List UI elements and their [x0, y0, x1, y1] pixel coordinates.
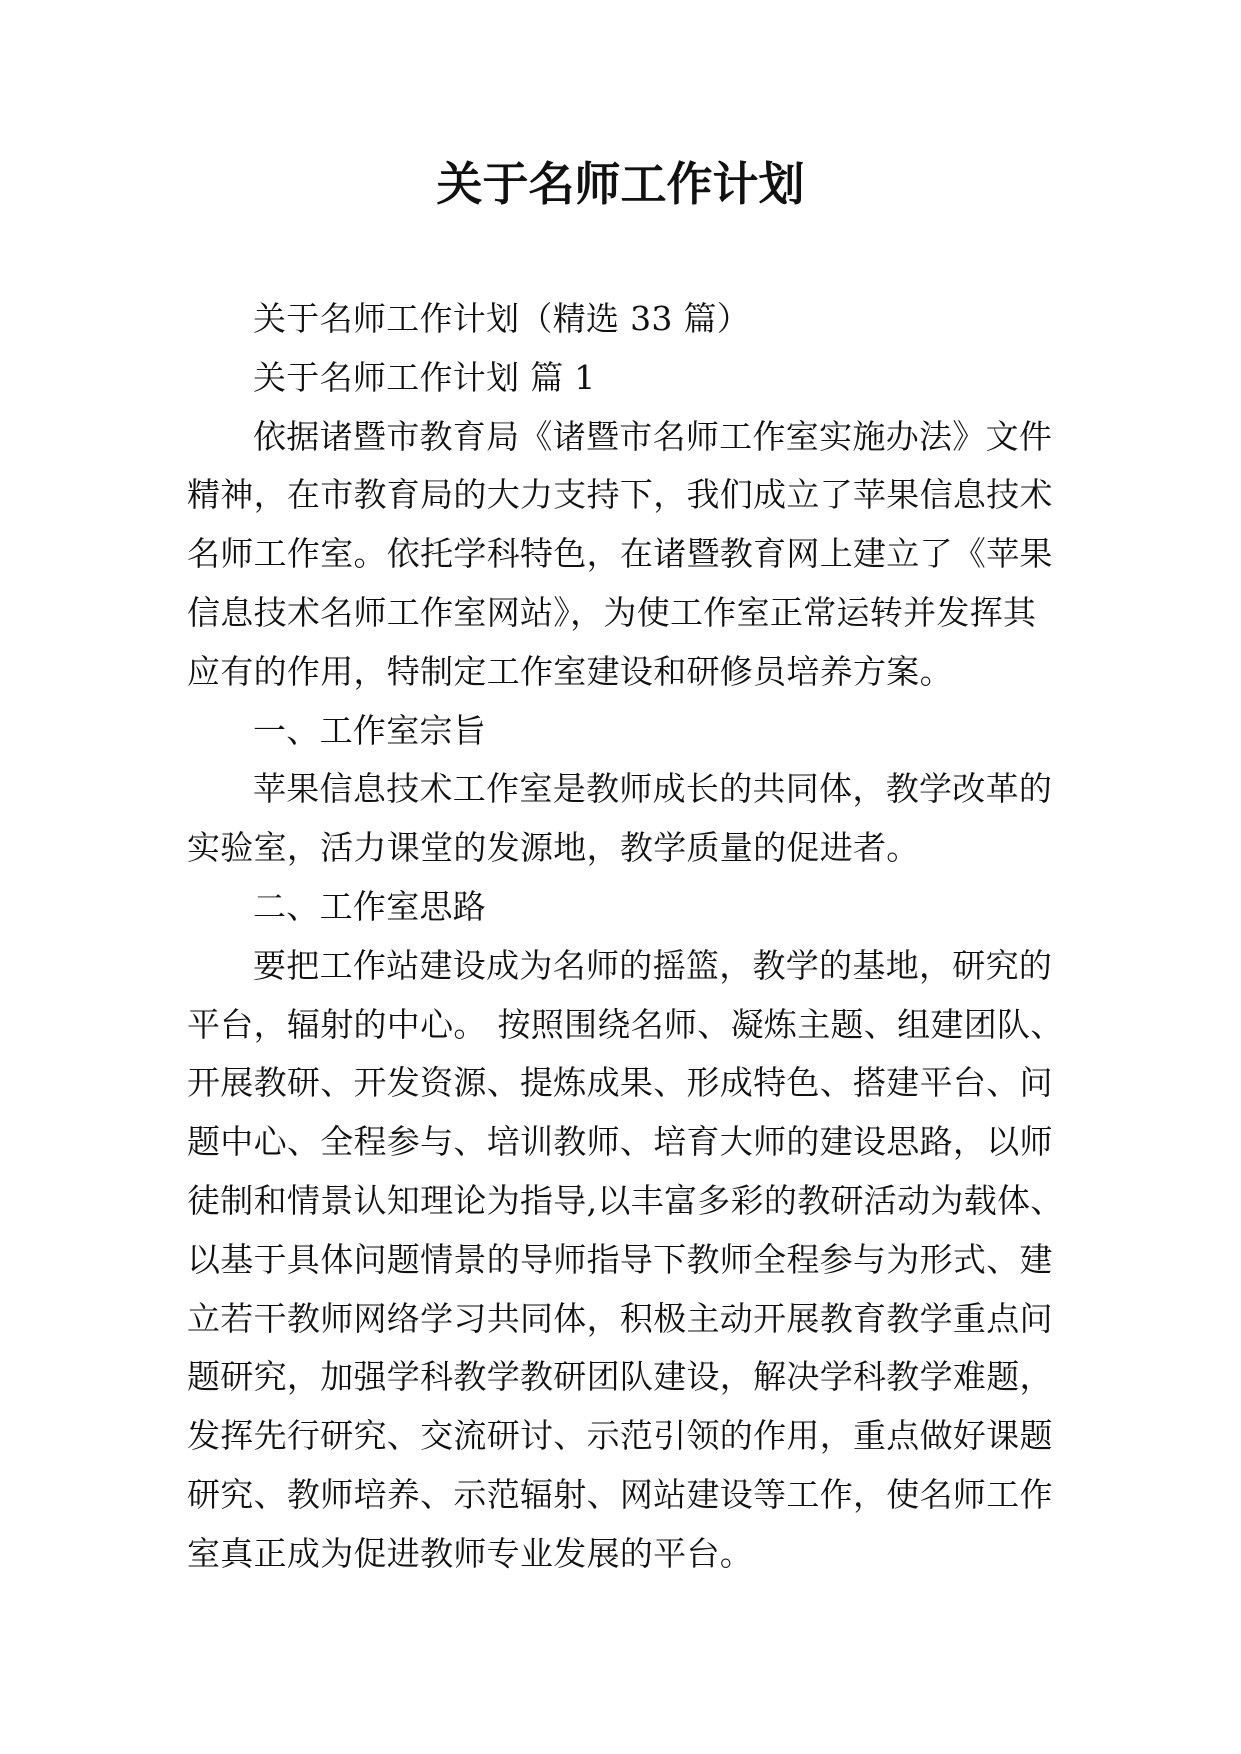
paragraph-line: 应有的作用，特制定工作室建设和研修员培养方案。 [187, 651, 953, 691]
paragraph-line: 研究、教师培养、示范辐射、网站建设等工作，使名师工作 [187, 1474, 1053, 1514]
paragraph-line: 实验室，活力课堂的发源地，教学质量的促进者。 [187, 828, 920, 868]
paragraph-line: 开展教研、开发资源、提炼成果、形成特色、搭建平台、问 [187, 1063, 1053, 1103]
section-heading: 一、工作室宗旨 [253, 710, 487, 750]
paragraph-line: 以基于具体问题情景的导师指导下教师全程参与为形式、建 [187, 1239, 1053, 1279]
article-heading: 关于名师工作计划 篇 1 [253, 357, 596, 397]
section-paragraph [187, 937, 1064, 1584]
section-paragraph [187, 760, 1055, 878]
section-approach [187, 878, 1064, 1584]
paragraph-line: 苹果信息技术工作室是教师成长的共同体，教学改革的 [253, 769, 1053, 809]
paragraph-line: 依据诸暨市教育局《诸暨市名师工作室实施办法》文件 [253, 416, 1053, 456]
paragraph-line: 题研究，加强学科教学教研团队建设，解决学科教学难题， [187, 1357, 1053, 1397]
section-purpose [187, 702, 1055, 878]
paragraph-line: 要把工作站建设成为名师的摇篮，教学的基地，研究的 [253, 945, 1053, 985]
paragraph-line: 室真正成为促进教师专业发展的平台。 [187, 1533, 754, 1573]
paragraph-line: 发挥先行研究、交流研讨、示范引领的作用，重点做好课题 [187, 1416, 1053, 1456]
document-title: 关于名师工作计划 [436, 157, 805, 211]
paragraph-line: 信息技术名师工作室网站》，为使工作室正常运转并发挥其 [187, 592, 1037, 632]
paragraph-line: 名师工作室。依托学科特色，在诸暨教育网上建立了《苹果 [187, 534, 1053, 574]
document-body [187, 290, 1064, 1584]
paragraph-line: 题中心、全程参与、培训教师、培育大师的建设思路，以师 [187, 1122, 1053, 1162]
paragraph-line: 平台，辐射的中心。 按照围绕名师、凝炼主题、组建团队、 [187, 1004, 1064, 1044]
paragraph-line: 立若干教师网络学习共同体，积极主动开展教育教学重点问 [187, 1298, 1053, 1338]
paragraph-line: 精神，在市教育局的大力支持下，我们成立了苹果信息技术 [187, 475, 1053, 515]
document-subtitle: 关于名师工作计划（精选 33 篇） [253, 299, 751, 338]
section-heading: 二、工作室思路 [253, 886, 487, 926]
paragraph-line: 徒制和情景认知理论为指导,以丰富多彩的教研活动为载体、 [187, 1180, 1064, 1220]
intro-paragraph [187, 408, 1055, 702]
